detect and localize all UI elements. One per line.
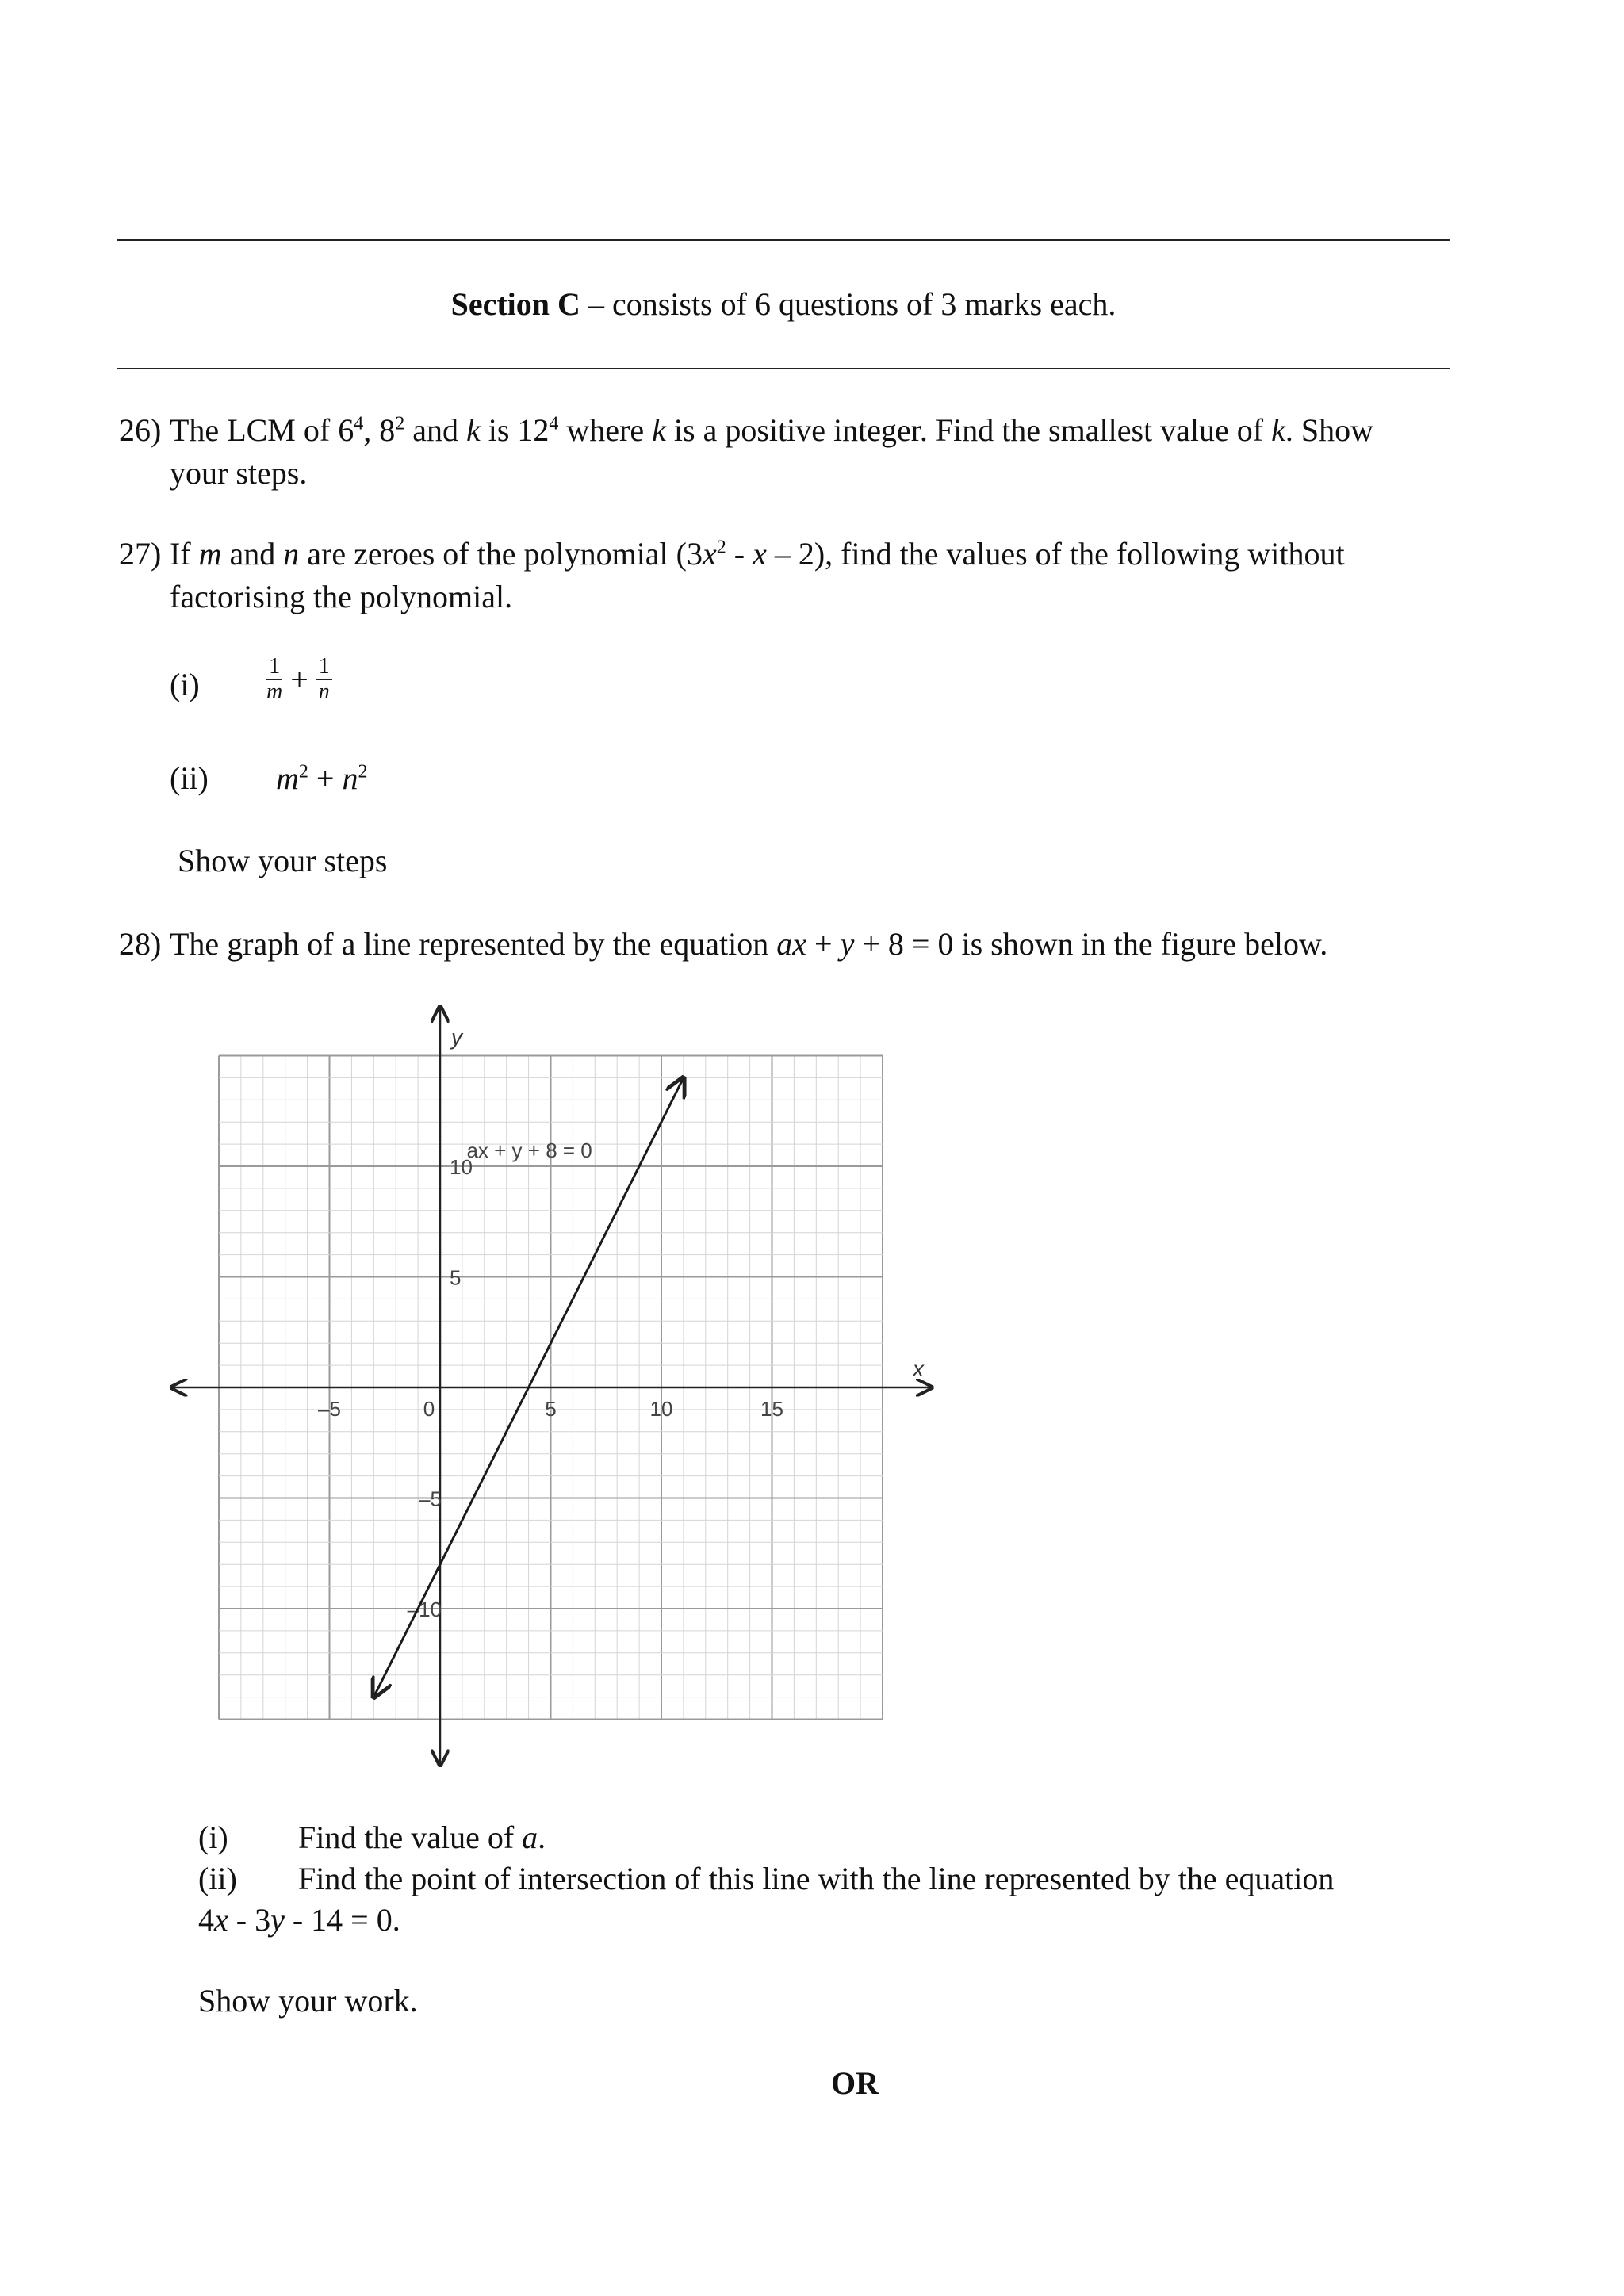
- x-tick-label: 5: [545, 1397, 557, 1421]
- second-equation: 4x - 3y - 14 = 0.: [198, 1902, 400, 1938]
- question-26: [119, 409, 1435, 495]
- x-tick-label: –5: [318, 1397, 341, 1421]
- fraction-1-over-n: $\frac{1}{n}$: [316, 655, 332, 704]
- y-tick-label: –10: [407, 1598, 442, 1621]
- question-text: The LCM of $6^4$, $8^2$ and k is $12^4$ where k is a positive integer. Find the smallest value of k. Show your steps.: [170, 412, 1373, 491]
- sub-label: (i): [170, 667, 200, 702]
- show-work-note: Show your work.: [198, 1983, 418, 2019]
- line-equation-label: ax + y + 8 = 0: [466, 1138, 592, 1162]
- sub-label: (ii): [170, 760, 209, 796]
- square-sum-expression: $m^2 + n^2$: [276, 760, 368, 796]
- show-steps-note: Show your steps: [178, 843, 388, 878]
- x-axis-label: x: [913, 1357, 924, 1381]
- reciprocal-sum-expression: $\frac{1}{m}$ + $\frac{1}{n}$: [266, 655, 332, 704]
- bottom-rule: [117, 368, 1450, 369]
- sub-question-ii-text: Find the point of intersection of this line with the line represented by the equation: [298, 1861, 1335, 1896]
- x-tick-label: 15: [760, 1397, 783, 1421]
- sub-question-i: [170, 666, 200, 703]
- x-tick-label: 0: [423, 1397, 435, 1421]
- question-number: 28): [119, 926, 162, 962]
- y-tick-label: 5: [450, 1265, 462, 1290]
- question-text: If m and n are zeroes of the polynomial ($3x^2$ - x – 2), find the values of the following without factorising the polynomial.: [170, 536, 1345, 614]
- fraction-1-over-m: $\frac{1}{m}$: [266, 654, 283, 704]
- x-tick-label: 10: [649, 1397, 673, 1421]
- sub-question-i-label: (i): [198, 1820, 228, 1855]
- sub-question-ii: [170, 760, 209, 797]
- y-tick-label: 10: [450, 1155, 473, 1179]
- y-axis-label: y: [451, 1024, 462, 1050]
- line-graph: [159, 995, 952, 1780]
- sub-question-ii-label: (ii): [198, 1861, 237, 1896]
- question-number: 26): [119, 412, 162, 448]
- section-heading: Section C – consists of 6 questions of 3 marks each.: [450, 286, 1116, 322]
- question-27: [119, 533, 1435, 618]
- question-28: [119, 923, 1435, 966]
- or-divider: OR: [831, 2065, 879, 2101]
- y-tick-label: –5: [419, 1487, 442, 1511]
- top-rule: [117, 239, 1450, 241]
- question-text: The graph of a line represented by the equation ax + y + 8 = 0 is shown in the figure below.: [170, 926, 1328, 962]
- sub-question-i-text: Find the value of a.: [298, 1820, 546, 1855]
- question-number: 27): [119, 536, 162, 572]
